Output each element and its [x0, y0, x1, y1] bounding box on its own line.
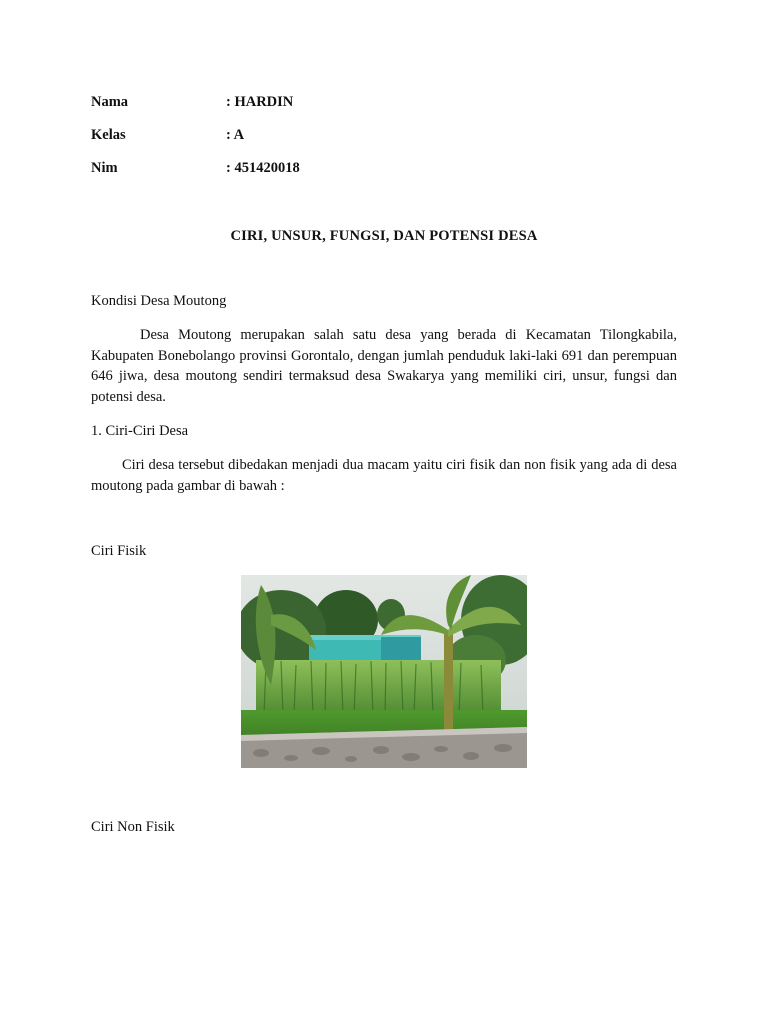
class-label: Kelas: [91, 127, 126, 143]
name-label: Nama: [91, 94, 129, 110]
class-value: : A: [226, 127, 245, 143]
ciri-fisik-label: Ciri Fisik: [91, 543, 147, 559]
section-heading: Kondisi Desa Moutong: [91, 293, 227, 309]
document-title: CIRI, UNSUR, FUNGSI, DAN POTENSI DESA: [230, 228, 538, 244]
nim-label: Nim: [91, 160, 118, 176]
paragraph-desa-moutong: Desa Moutong merupakan salah satu desa yang berada di Kecamatan Tilongkabila, Kabupaten Bonebolango provinsi Gorontalo, dengan jumlah penduduk laki-laki 691 dan perempuan 646 jiwa, desa moutong sendiri termaksud desa Swakarya yang memiliki ciri, unsur, fungsi dan potensi desa.: [91, 327, 677, 405]
paragraph-ciri-desa: Ciri desa tersebut dibedakan menjadi dua macam yaitu ciri fisik dan non fisik yang ada di desa moutong pada gambar di bawah :: [91, 457, 677, 494]
name-value: : HARDIN: [226, 94, 294, 110]
subheading-ciri-ciri-desa: 1. Ciri-Ciri Desa: [91, 423, 189, 439]
ciri-non-fisik-label: Ciri Non Fisik: [91, 819, 175, 835]
village-field-photo: [241, 575, 527, 768]
nim-value: : 451420018: [226, 160, 300, 176]
